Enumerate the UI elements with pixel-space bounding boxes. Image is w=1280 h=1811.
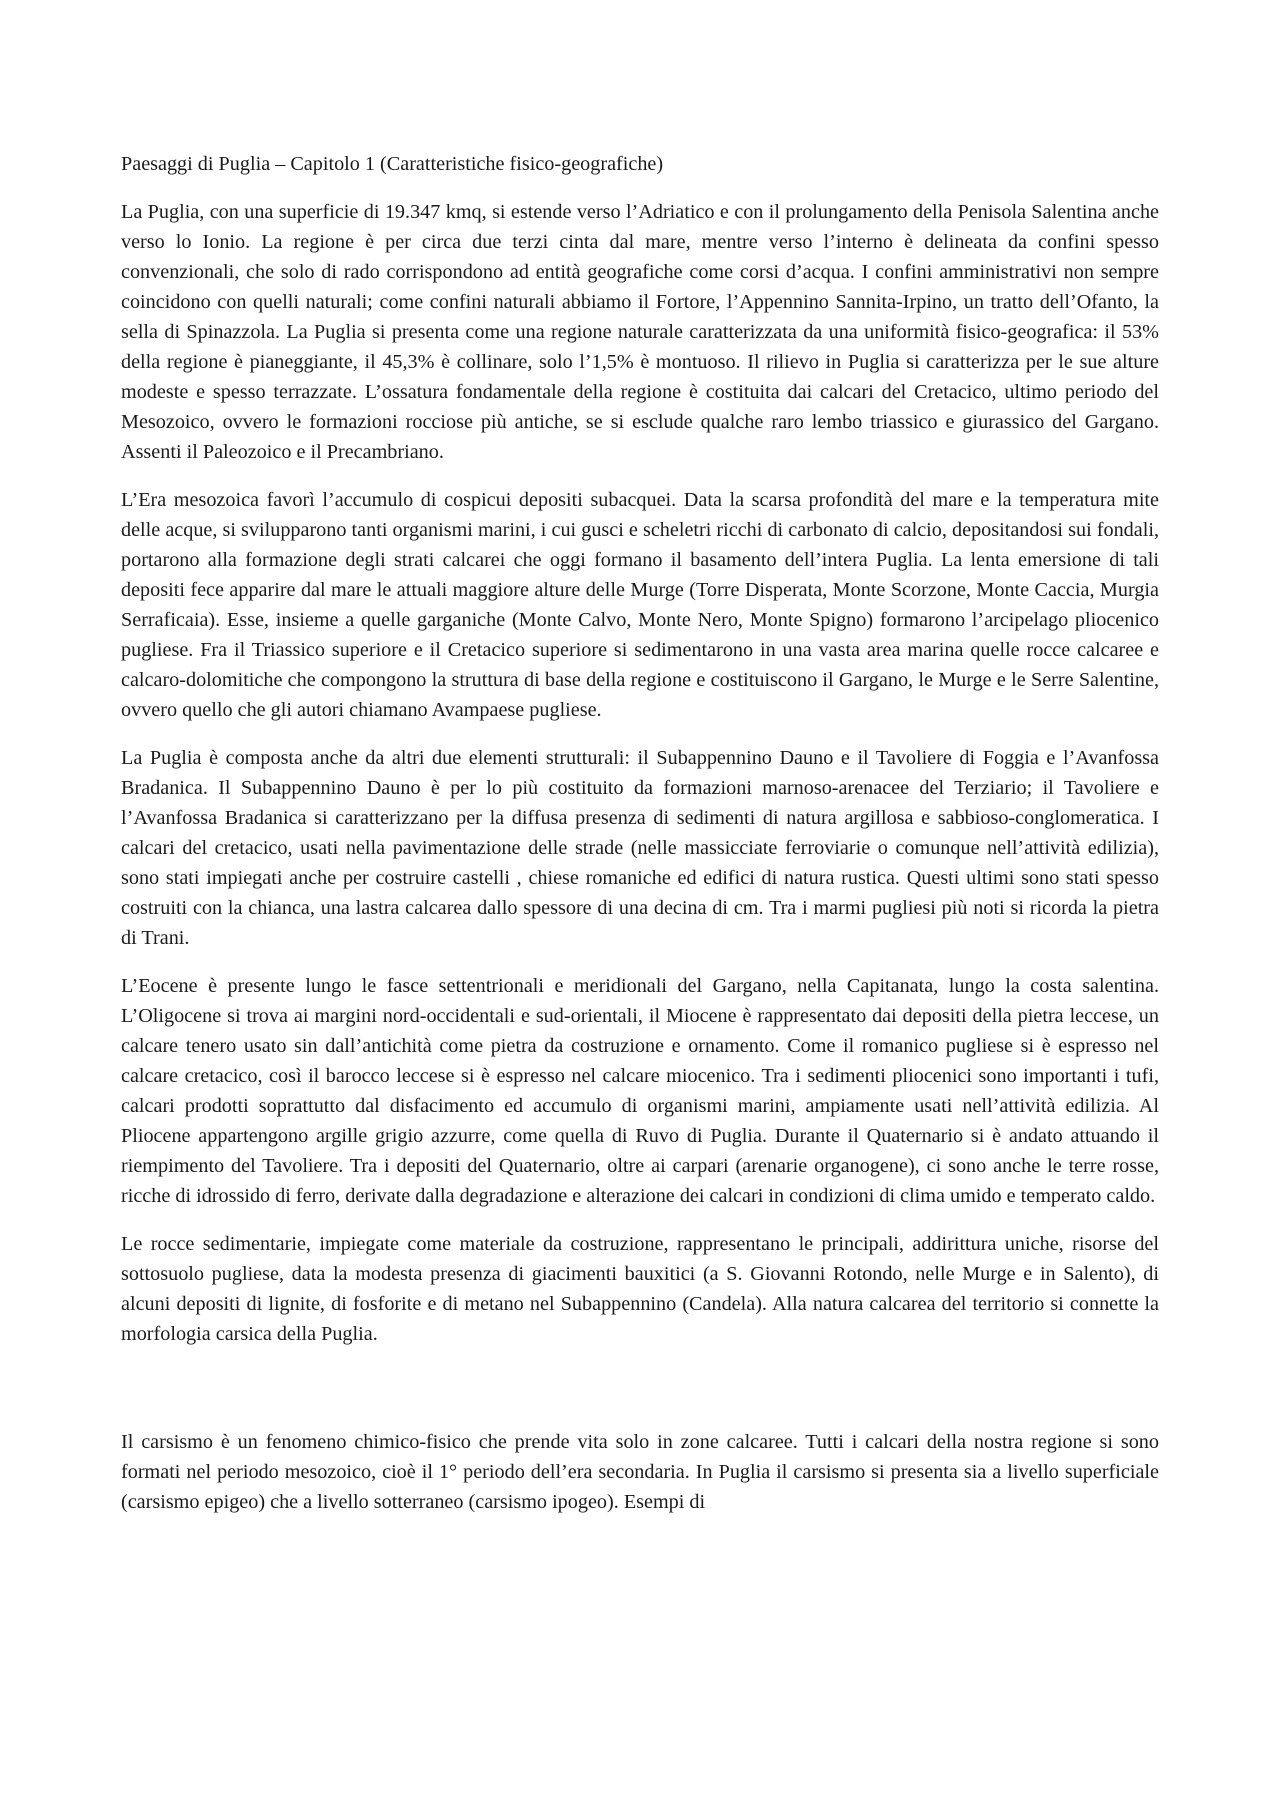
paragraph-gap [121,1367,1159,1427]
document-title: Paesaggi di Puglia – Capitolo 1 (Caratteristiche fisico-geografiche) [121,153,664,175]
paragraph-2: L’Era mesozoica favorì l’accumulo di cospicui depositi subacquei. Data la scarsa profondità del mare e la temperatura mite delle acque, si svilupparono tanti organismi marini, i cui gusci e scheletri ricchi di carbonato di calcio, depositandosi sui fondali, portarono alla formazione degli strati calcarei che oggi formano il basamento dell’intera Puglia. La lenta emersione di tali depositi fece apparire dal mare le attuali maggiore alture delle Murge (Torre Disperata, Monte Scorzone, Monte Caccia, Murgia Serraficaia). Esse, insieme a quelle garganiche (Monte Calvo, Monte Nero, Monte Spigno) formarono l’arcipelago pliocenico pugliese. Fra il Triassico superiore e il Cretacico superiore si sedimentarono in una vasta area marina quelle rocce calcaree e calcaro-dolomitiche che compongono la struttura di base della regione e costituiscono il Gargano, le Murge e le Serre Salentine, ovvero quello che gli autori chiamano Avampaese pugliese. [121,489,1159,721]
paragraph-3: La Puglia è composta anche da altri due elementi strutturali: il Subappennino Dauno e il Tavoliere di Foggia e l’Avanfossa Bradanica. Il Subappennino Dauno è per lo più costituito da formazioni marnoso-arenacee del Terziario; il Tavoliere e l’Avanfossa Bradanica si caratterizzano per la diffusa presenza di sedimenti di natura argillosa e sabbioso-conglomeratica. I calcari del cretacico, usati nella pavimentazione delle strade (nelle massicciate ferroviarie o comunque nell’attività edilizia), sono stati impiegati anche per costruire castelli , chiese romaniche ed edifici di natura rustica. Questi ultimi sono stati spesso costruiti con la chianca, una lastra calcarea dallo spessore di una decina di cm. Tra i marmi pugliesi più noti si ricorda la pietra di Trani. [121,747,1159,949]
paragraph-4: L’Eocene è presente lungo le fasce settentrionali e meridionali del Gargano, nella Capitanata, lungo la costa salentina. L’Oligocene si trova ai margini nord-occidentali e sud-orientali, il Miocene è rappresentato dai depositi della pietra leccese, un calcare tenero usato sin dall’antichità come pietra da costruzione e ornamento. Come il romanico pugliese si è espresso nel calcare cretacico, così il barocco leccese si è espresso nel calcare miocenico. Tra i sedimenti pliocenici sono importanti i tufi, calcari prodotti soprattutto dal disfacimento ed accumulo di organismi marini, ampiamente usati nell’attività edilizia. Al Pliocene appartengono argille grigio azzurre, come quella di Ruvo di Puglia. Durante il Quaternario si è andato attuando il riempimento del Tavoliere. Tra i depositi del Quaternario, oltre ai carpari (arenarie organogene), ci sono anche le terre rosse, ricche di idrossido di ferro, derivate dalla degradazione e alterazione dei calcari in condizioni di clima umido e temperato caldo. [121,975,1159,1207]
paragraph-1: La Puglia, con una superficie di 19.347 kmq, si estende verso l’Adriatico e con il prolungamento della Penisola Salentina anche verso lo Ionio. La regione è per circa due terzi cinta dal mare, mentre verso l’interno è delineata da confini spesso convenzionali, che solo di rado corrispondono ad entità geografiche come corsi d’acqua. I confini amministrativi non sempre coincidono con quelli naturali; come confini naturali abbiamo il Fortore, l’Appennino Sannita-Irpino, un tratto dell’Ofanto, la sella di Spinazzola. La Puglia si presenta come una regione naturale caratterizzata da una uniformità fisico-geografica: il 53% della regione è pianeggiante, il 45,3% è collinare, solo l’1,5% è montuoso. Il rilievo in Puglia si caratterizza per le sue alture modeste e spesso terrazzate. L’ossatura fondamentale della regione è costituita dai calcari del Cretacico, ultimo periodo del Mesozoico, ovvero le formazioni rocciose più antiche, se si esclude qualche raro lembo triassico e giurassico del Gargano. Assenti il Paleozoico e il Precambriano. [121,201,1159,463]
paragraph-5: Le rocce sedimentarie, impiegate come materiale da costruzione, rappresentano le principali, addirittura uniche, risorse del sottosuolo pugliese, data la modesta presenza di giacimenti bauxitici (a S. Giovanni Rotondo, nelle Murge e in Salento), di alcuni depositi di lignite, di fosforite e di metano nel Subappennino (Candela). Alla natura calcarea del territorio si connette la morfologia carsica della Puglia. [121,1233,1159,1345]
paragraph-6: Il carsismo è un fenomeno chimico-fisico che prende vita solo in zone calcaree. Tutti i calcari della nostra regione si sono formati nel periodo mesozoico, cioè il 1° periodo dell’era secondaria. In Puglia il carsismo si presenta sia a livello superficiale (carsismo epigeo) che a livello sotterraneo (carsismo ipogeo). Esempi di [121,1431,1159,1513]
